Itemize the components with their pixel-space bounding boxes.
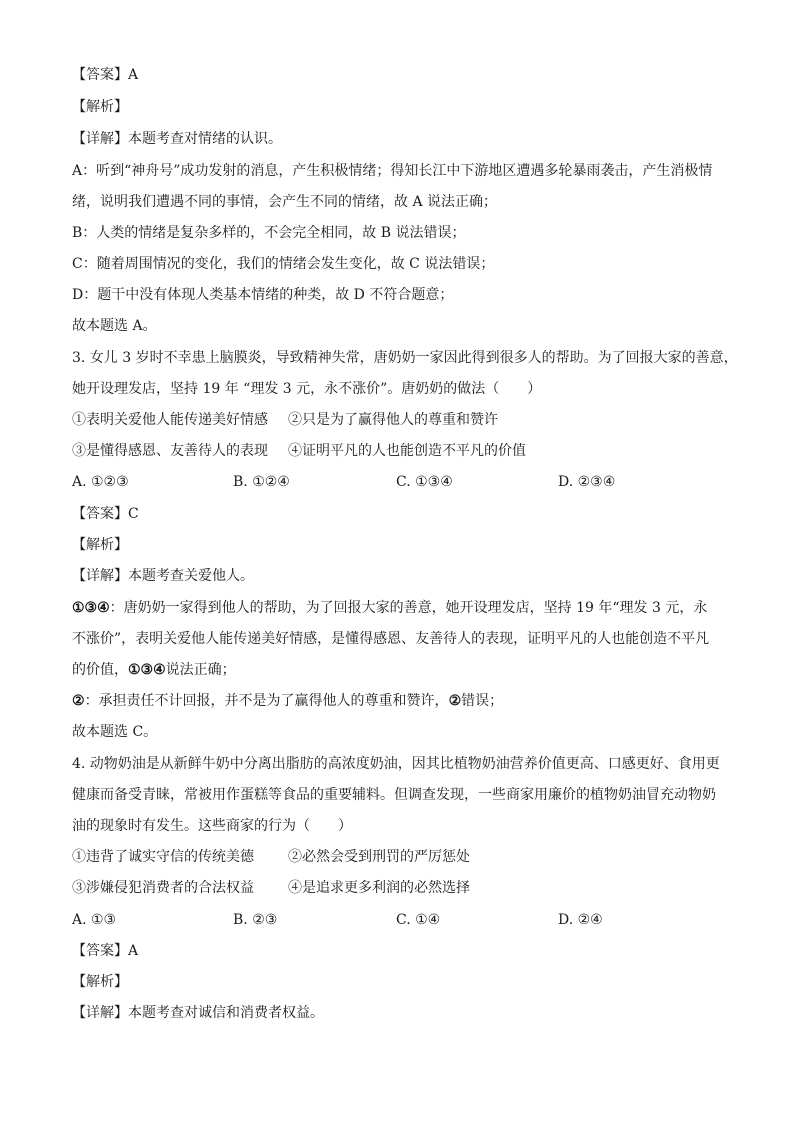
option-ref: ② [72,693,85,709]
statement-row [72,442,526,460]
detail-line [72,1004,324,1022]
statement-item: ①表明关爱他人能传递美好情感 [72,412,268,428]
explanation-text: 说法正确； [165,662,236,678]
detail-tag: 【详解】 [72,568,128,584]
choice-b: B. ①②④ [233,474,290,490]
detail-line [72,567,254,585]
statement-item: ③涉嫌侵犯消费者的合法权益 [72,880,254,896]
explanation-line: D：题干中没有体现人类基本情绪的种类，故 D 不符合题意； [72,287,454,303]
answer-line [72,66,138,84]
analysis-tag: 【解析】 [72,537,128,553]
explanation-line [72,599,707,617]
question-stem: 她开设理发店，坚持 19 年 “理发 3 元，永不涨价”。唐奶奶的做法（ ） [72,381,542,397]
explanation-line [72,692,503,710]
option-ref: ①③④ [128,662,166,678]
choice-c: C. ①③④ [396,474,453,490]
choice-d: D. ②③④ [558,474,616,490]
choice-b: B. ②③ [233,912,278,928]
statement-item: ②只是为了赢得他人的尊重和赞许 [288,412,498,428]
detail-text: 本题考查对诚信和消费者权益。 [128,1005,324,1021]
answer-tag: 【答案】 [72,67,128,83]
explanation-text: 的价值， [72,662,128,678]
detail-text: 本题考查关爱他人。 [128,568,254,584]
statement-row [72,848,470,866]
explanation-line: A：听到“神舟号”成功发射的消息，产生积极情绪；得知长江中下游地区遭遇多轮暴雨袭击，产生消极情 [72,163,713,179]
conclusion-line: 故本题选 C。 [72,724,158,740]
choice-c: C. ①④ [396,912,441,928]
statement-item: ③是懂得感恩、友善待人的表现 [72,443,268,459]
explanation-line: C：随着周围情况的变化，我们的情绪会发生变化，故 C 说法错误； [72,256,495,272]
answer-line [72,942,138,960]
answer-value: A [128,943,139,959]
conclusion-line: 故本题选 A。 [72,318,157,334]
explanation-text: 错误； [461,693,504,709]
detail-tag: 【详解】 [72,1005,128,1021]
option-ref: ①③④ [72,600,110,616]
statement-row [72,879,470,897]
answer-tag: 【答案】 [72,506,128,522]
explanation-line [72,661,236,679]
statement-item: ④证明平凡的人也能创造不平凡的价值 [288,443,526,459]
answer-value: A [128,67,139,83]
explanation-text: ：唐奶奶一家得到他人的帮助，为了回报大家的善意，她开设理发店，坚持 19 年“理发 3 元，永 [109,600,708,616]
statement-item: ①违背了诚实守信的传统美德 [72,849,254,865]
choice-a: A. ①②③ [72,474,129,490]
option-ref: ② [448,693,462,709]
detail-text: 本题考查对情绪的认识。 [128,131,282,147]
explanation-text: ：承担责任不计回报，并不是为了赢得他人的尊重和赞许， [84,693,449,709]
statement-item: ②必然会受到刑罚的严厉惩处 [288,849,470,865]
statement-item: ④是追求更多利润的必然选择 [288,880,470,896]
question-stem: 健康而备受青睐，常被用作蛋糕等食品的重要辅料。但调查发现，一些商家用廉价的植物奶油冒充动物奶 [72,787,716,803]
analysis-tag: 【解析】 [72,99,128,115]
explanation-line: 绪，说明我们遭遇不同的事情，会产生不同的情绪，故 A 说法正确； [72,194,498,210]
answer-value: C [128,506,139,522]
question-stem: 油的现象时有发生。这些商家的行为（ ） [72,818,352,834]
choice-d: D. ②④ [558,912,603,928]
question-stem: 4. 动物奶油是从新鲜牛奶中分离出脂肪的高浓度奶油，因其比植物奶油营养价值更高、口感更好、食用更 [72,756,720,772]
answer-line [72,505,139,523]
explanation-line: B：人类的情绪是复杂多样的，不会完全相同，故 B 说法错误； [72,225,466,241]
explanation-line: 不涨价”，表明关爱他人能传递美好情感，是懂得感恩、友善待人的表现，证明平凡的人也能创造不平凡 [72,631,710,647]
statement-row [72,411,498,429]
question-stem: 3. 女儿 3 岁时不幸患上脑膜炎，导致精神失常，唐奶奶一家因此得到很多人的帮助。为了回报大家的善意， [72,350,738,366]
choice-a: A. ①③ [72,912,117,928]
analysis-tag: 【解析】 [72,974,128,990]
detail-tag: 【详解】 [72,131,128,147]
answer-tag: 【答案】 [72,943,128,959]
detail-line [72,130,282,148]
